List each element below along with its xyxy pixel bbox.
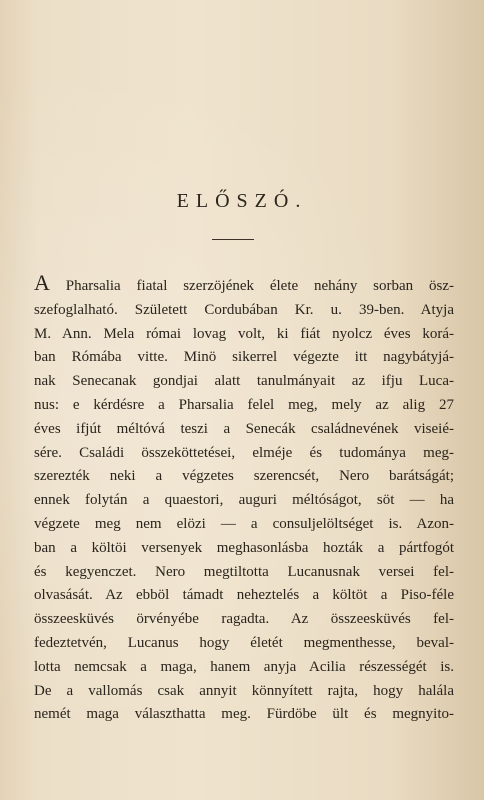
text-line: szerezték neki a végzetes szerencsét, Nero barátságát; <box>34 468 454 485</box>
title-rule <box>212 239 254 240</box>
text-line: éves ifjút méltóvá teszi a Senecák családnevének viseié- <box>34 420 454 437</box>
text-line: ennek folytán a quaestori, auguri méltóságot, söt — ha <box>34 492 454 509</box>
text-line: szefoglalható. Született Cordubában Kr. u. 39-ben. Atyja <box>34 301 454 318</box>
text-line-content: Pharsalia fiatal szerzöjének élete nehány sorban ösz- <box>49 278 454 294</box>
text-line: olvasását. Az ebböl támadt neheztelés a költöt a Piso-féle <box>34 587 454 604</box>
drop-cap: A <box>34 270 50 295</box>
text-line: ban a költöi versenyek meghasonlásba hozták a pártfogót <box>34 539 454 556</box>
text-line: és kegyenczet. Nero megtiltotta Lucanusnak versei fel- <box>34 563 454 580</box>
text-line: sére. Családi összeköttetései, elméje és tudománya meg- <box>34 444 454 461</box>
preface-paragraph <box>34 270 454 727</box>
text-line: lotta nemcsak a maga, hanem anyja Acilia részességét is. <box>34 658 454 675</box>
text-line: nus: e kérdésre a Pharsalia felel meg, mely az alig 27 <box>34 396 454 413</box>
text-line: ban Rómába vitte. Minö sikerrel végezte itt nagybátyjá- <box>34 349 454 366</box>
text-line: fedeztetvén, Lucanus hogy életét megmenthesse, beval- <box>34 634 454 651</box>
text-line: De a vallomás csak annyit könnyített rajta, hogy halála <box>34 682 454 699</box>
text-line: M. Ann. Mela római lovag volt, ki fiát nyolcz éves korá- <box>34 325 454 342</box>
text-line <box>34 270 454 299</box>
text-line: nemét maga választhatta meg. Fürdöbe ült és megnyito- <box>34 706 454 723</box>
text-line: végzete meg nem elözi — a consuljelöltséget is. Azon- <box>34 515 454 532</box>
page-title: ELŐSZÓ. <box>176 190 308 212</box>
text-line: nak Senecanak gondjai alatt tanulmányait az ifju Lucа- <box>34 373 454 390</box>
text-line: összeesküvés örvényébe ragadta. Az összeesküvés fel- <box>34 611 454 628</box>
